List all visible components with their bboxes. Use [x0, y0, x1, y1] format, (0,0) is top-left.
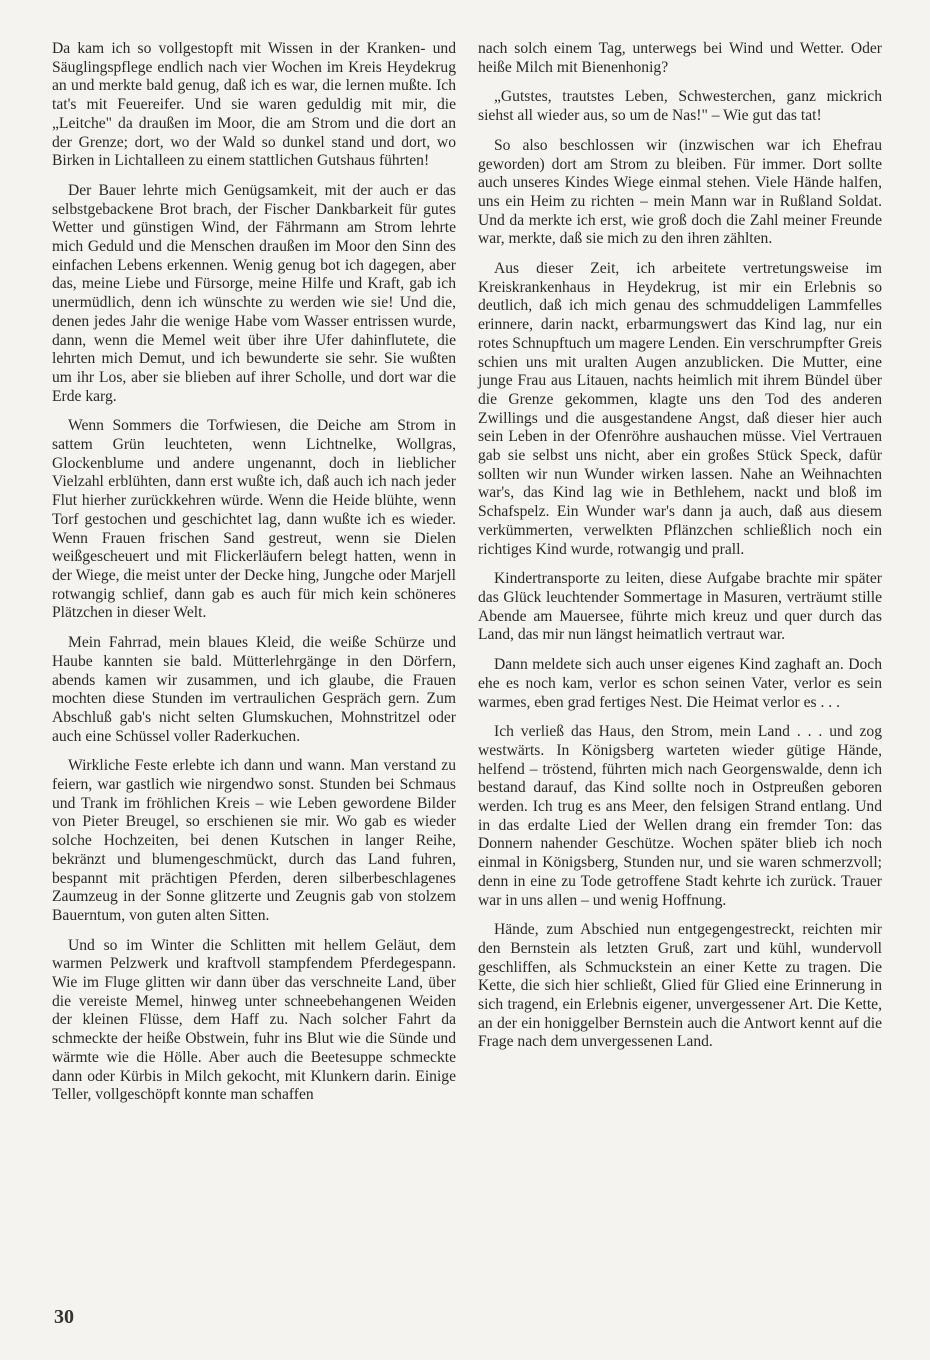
paragraph: Wenn Sommers die Torfwiesen, die Deiche am Strom in sattem Grün leuchteten, wenn Lichtnelke, Wollgras, Glockenblume und andere ungenannt, doch in lieblicher Vielzahl erblühten, dann erst wußte ich, daß auch ich nach jeder Flut hierher zurückkehren würde. Wenn die Heide blühte, wenn Torf gestochen und geschichtet lag, dann wußte ich es wieder. Wenn Frauen frischen Sand gestreut, wenn sie Dielen weißgescheuert und mit Flickerläufern belegt hatten, wenn in der Wiege, die meist unter der Decke hing, Jungche oder Marjell rotwangig schlief, dann gab es auch für mich kein schöneres Plätzchen in dieser Welt.	[52, 417, 456, 622]
page-number: 30	[54, 1306, 74, 1328]
paragraph: Ich verließ das Haus, den Strom, mein Land . . . und zog westwärts. In Königsberg warteten wieder gütige Hände, helfend – tröstend, führten mich nach Georgenswalde, denn ich bestand darauf, das Kind sollte noch in Ostpreußen geboren werden. Ich trug es ans Meer, den felsigen Strand entlang. Und in das erdalte Lied der Wellen drang ein fremder Ton: das Donnern nahender Geschütze. Wochen später blieb ich noch einmal in Königsberg, Stunden nur, und sie waren schmerzvoll; denn in eine zu Tode getroffene Stadt kehrte ich zurück. Trauer war in uns allen – und wenig Hoffnung.	[478, 723, 882, 909]
paragraph: Aus dieser Zeit, ich arbeitete vertretungsweise im Kreiskrankenhaus in Heydekrug, ist mir ein Erlebnis so deutlich, daß ich mich genau des schmuddeligen Lammfelles erinnere, darin nackt, erbarmungswert das Kind lag, nur ein rotes Schnupftuch um magere Lenden. Ein verschrumpfter Greis schien uns mit uralten Augen anzublicken. Die Mutter, eine junge Frau aus Litauen, nachts heimlich mit ihrem Bündel über die Grenze gekommen, klagte uns den Tod des anderen Zwillings und die ausgestandene Angst, daß dieser hier auch sein Leben in der Ofenröhre aushauchen müsse. Viel Vertrauen gab sie selbst uns nicht, aber ein großes Stück Speck, dafür sollten wir nun Wunder wirken lassen. Nahe an Weihnachten war's, das Kind lag wie in Bethlehem, nackt und bloß im Schafspelz. Ein Wunder war's dann ja auch, daß aus diesem verkümmerten, verwelkten Pflänzchen schließlich noch ein richtiges Kind wurde, rotwangig und prall.	[478, 260, 882, 558]
paragraph: So also beschlossen wir (inzwischen war ich Ehefrau geworden) dort am Strom zu bleiben. Für immer. Dort sollte auch unseres Kindes Wiege einmal stehen. Viele Hände halfen, uns ein Heim zu richten – mein Mann war in Rußland Soldat. Und da merkte ich erst, wie groß doch die Zahl meiner Freunde war, merkte, daß sie mich zu den ihren zählten.	[478, 136, 882, 248]
paragraph: Dann meldete sich auch unser eigenes Kind zaghaft an. Doch ehe es noch kam, verlor es schon seinen Vater, verlor es sein warmes, eben grad fertiges Nest. Die Heimat verlor es . . .	[478, 656, 882, 711]
paragraph: Da kam ich so vollgestopft mit Wissen in der Kranken- und Säuglingspflege endlich nach vier Wochen im Kreis Heydekrug an und merkte bald genug, daß ich es war, die lernen mußte. Ich tat's mit Feuereifer. Und sie waren geduldig mit mir, die „Leitche" da draußen im Moor, die am Strom und die dort an der Grenze; dort, wo der Wald so dunkel stand und dort, wo Birken in Lichtalleen zu einem stattlichen Gutshaus führten!	[52, 40, 456, 170]
left-text-column	[52, 40, 456, 1116]
paragraph: Wirkliche Feste erlebte ich dann und wann. Man verstand zu feiern, war gastlich wie nirgendwo sonst. Stunden bei Schmaus und Trank im fröhlichen Kreis – wie Leben gewordene Bilder von Pieter Breugel, so erschienen sie mir. Wo gab es wieder solche Hochzeiten, bei denen Kutschen in langer Reihe, bekränzt und blumengeschmückt, durch das Land fuhren, bespannt mit prächtigen Pferden, deren silberbeschlagenes Zaumzeug in der Sonne glitzerte und Zeugnis gab von stolzem Bauerntum, von guten alten Sitten.	[52, 757, 456, 924]
paragraph: Hände, zum Abschied nun entgegengestreckt, reichten mir den Bernstein als letzten Gruß, zart und kühl, wundervoll geschliffen, als Schmuckstein an einer Kette zu tragen. Die Kette, die sich hier schließt, Glied für Glied eine Erinnerung in sich tragend, ein Erlebnis eigener, unvergessener Art. Die Kette, an der ein honiggelber Bernstein auch die Antwort kennt auf die Frage nach dem unvergessenen Land.	[478, 921, 882, 1051]
paragraph: Und so im Winter die Schlitten mit hellem Geläut, dem warmen Pelzwerk und kraftvoll stampfendem Pferdegespann. Wie im Fluge glitten wir dann über das verschneite Land, über die vereiste Memel, hinweg unter schneebehangenen Weiden der kleinen Flüsse, dem Haff zu. Nach solcher Fahrt da schmeckte der heiße Obstwein, fuhr ins Blut wie die Sünde und wärmte wie die Hölle. Aber auch die Beetesuppe schmeckte dann oder Kürbis in Milch gekocht, mit Klunkern darin. Einige Teller, vollgeschöpft konnte man schaffen	[52, 936, 456, 1104]
paragraph: „Gutstes, trautstes Leben, Schwesterchen, ganz mickrich siehst all wieder aus, so um de Nas!" – Wie gut das tat!	[478, 88, 882, 125]
right-text-column	[478, 40, 882, 1063]
paragraph: Der Bauer lehrte mich Genügsamkeit, mit der auch er das selbstgebackene Brot brach, der Fischer Dankbarkeit für gutes Wetter und günstigen Wind, der Fährmann am Strom lehrte mich Geduld und die Menschen draußen im Moor den Sinn des einfachen Lebens erkennen. Wenig genug bot ich dagegen, aber das, meine Liebe und Fürsorge, meine Hilfe und Kraft, gab ich unermüdlich, denn ich wünschte zu werden wie sie! Und die, denen jedes Jahr die wenige Habe vom Wasser entrissen wurde, dann, wenn die Memel weit über ihre Ufer dahinflutete, die lehrten mich Demut, und ich bewunderte sie sehr. Sie wußten um ihr Los, aber sie blieben auf ihrer Scholle, und dort war die Erde karg.	[52, 181, 456, 405]
paragraph: nach solch einem Tag, unterwegs bei Wind und Wetter. Oder heiße Milch mit Bienenhonig?	[478, 40, 882, 76]
paragraph: Mein Fahrrad, mein blaues Kleid, die weiße Schürze und Haube kannten sie bald. Mütterlehrgänge in den Dörfern, abends kamen wir zusammen, und ich glaube, die Frauen mochten diese Stunden im vertraulichen Gespräch gern. Zum Abschluß gab's nicht selten Glumskuchen, Mohnstritzel oder auch eine Schüssel voller Raderkuchen.	[52, 634, 456, 745]
paragraph: Kindertransporte zu leiten, diese Aufgabe brachte mir später das Glück leuchtender Sommertage in Masuren, verträumt stille Abende am Mauersee, führte mich kreuz und quer durch das Land, das mir nun längst heimatlich vertraut war.	[478, 570, 882, 644]
